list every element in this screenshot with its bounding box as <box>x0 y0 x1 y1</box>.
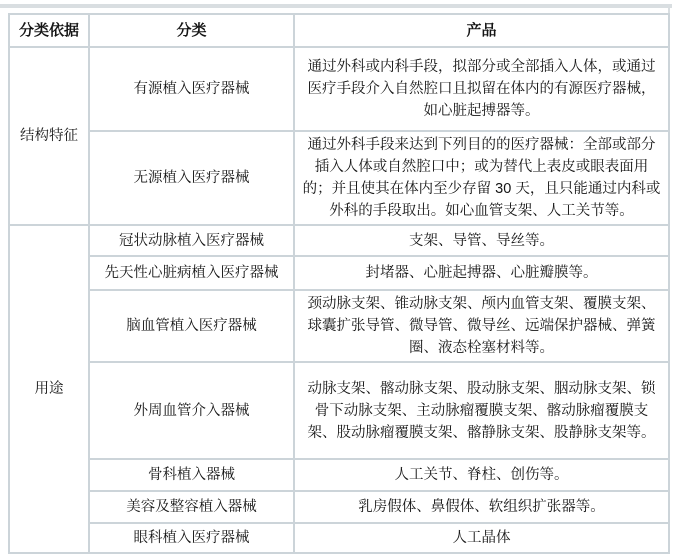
category-cell: 外周血管介入器械 <box>89 362 294 459</box>
category-cell: 脑血管植入医疗器械 <box>89 290 294 362</box>
product-cell: 封堵器、心脏起搏器、心脏瓣膜等。 <box>294 256 669 290</box>
table-row <box>9 290 669 362</box>
table-row <box>9 459 669 491</box>
table-row <box>9 362 669 459</box>
product-cell: 乳房假体、鼻假体、软组织扩张器等。 <box>294 491 669 523</box>
table-row <box>9 131 669 225</box>
table-row <box>9 491 669 523</box>
table-header-row <box>9 14 669 47</box>
category-cell: 骨科植入器械 <box>89 459 294 491</box>
table-row <box>9 225 669 256</box>
header-cell-basis: 分类依据 <box>9 14 89 47</box>
category-cell: 无源植入医疗器械 <box>89 131 294 225</box>
basis-cell-usage: 用途 <box>9 225 89 553</box>
product-cell: 通过外科手段来达到下列目的的医疗器械：全部或部分插入人体或自然腔口中；或为替代上表皮或眼表面用的；并且使其在体内至少存留 30 天，且只能通过内科或外科的手段取出。如心血管支架、人工关节等。 <box>294 131 669 225</box>
product-cell: 支架、导管、导丝等。 <box>294 225 669 256</box>
product-cell: 人工晶体 <box>294 523 669 553</box>
category-cell: 有源植入医疗器械 <box>89 47 294 131</box>
product-cell: 动脉支架、髂动脉支架、股动脉支架、胭动脉支架、锁骨下动脉支架、主动脉瘤覆膜支架、髂动脉瘤覆膜支架、股动脉瘤覆膜支架、髂静脉支架、股静脉支架等。 <box>294 362 669 459</box>
table-row <box>9 256 669 290</box>
category-cell: 美容及整容植入器械 <box>89 491 294 523</box>
header-cell-product: 产品 <box>294 14 669 47</box>
product-cell: 通过外科或内科手段，拟部分或全部插入人体，或通过医疗手段介入自然腔口且拟留在体内的有源医疗器械，如心脏起搏器等。 <box>294 47 669 131</box>
category-cell: 先天性心脏病植入医疗器械 <box>89 256 294 290</box>
category-cell: 眼科植入医疗器械 <box>89 523 294 553</box>
medical-device-classification-table <box>8 13 670 554</box>
table-row <box>9 523 669 553</box>
product-cell: 颈动脉支架、锥动脉支架、颅内血管支架、覆膜支架、球囊扩张导管、微导管、微导丝、远端保护器械、弹簧圈、液态栓塞材料等。 <box>294 290 669 362</box>
table-row <box>9 47 669 131</box>
header-cell-category: 分类 <box>89 14 294 47</box>
product-cell: 人工关节、脊柱、创伤等。 <box>294 459 669 491</box>
top-divider-line <box>0 4 672 8</box>
category-cell: 冠状动脉植入医疗器械 <box>89 225 294 256</box>
basis-cell-structural: 结构特征 <box>9 47 89 225</box>
